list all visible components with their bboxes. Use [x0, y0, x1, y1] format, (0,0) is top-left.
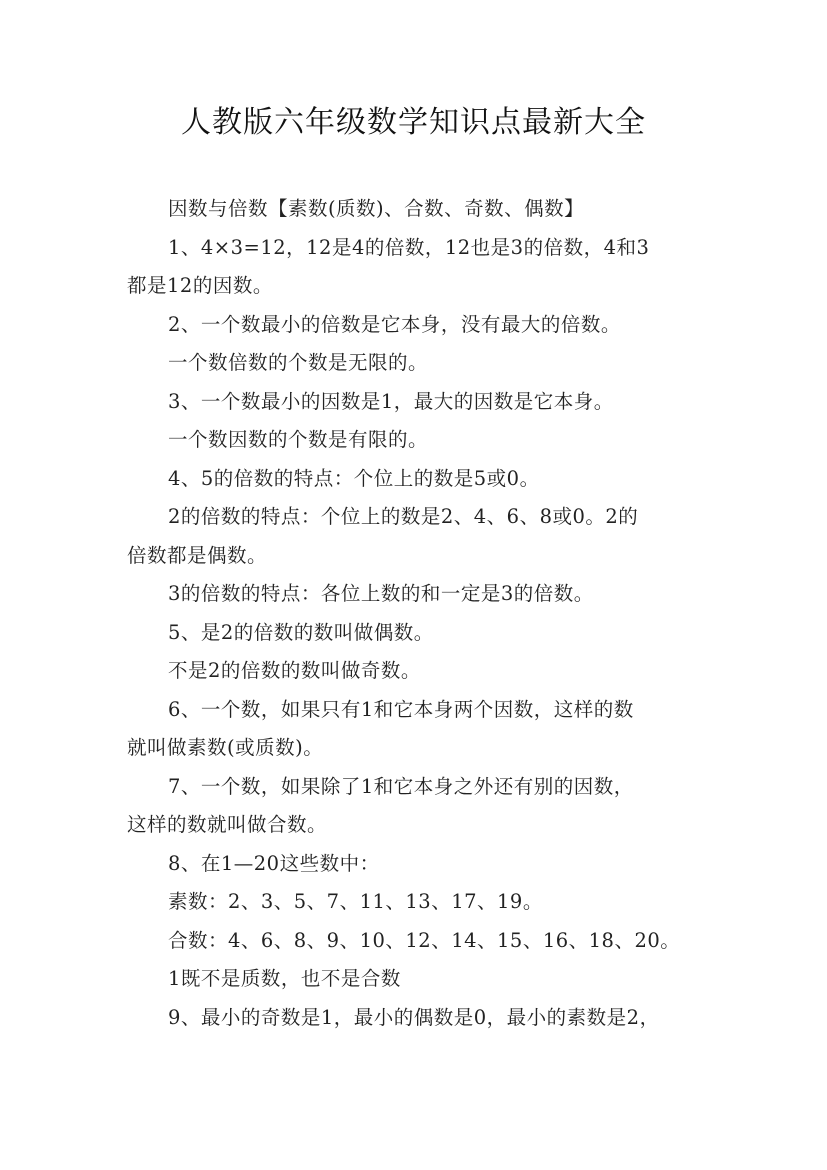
paragraph-line: 2的倍数的特点：个位上的数是2、4、6、8或0。2的 — [167, 505, 639, 528]
paragraph-heading: 因数与倍数【素数(质数)、合数、奇数、偶数】 — [167, 197, 585, 220]
paragraph-line: 5、是2的倍数的数叫做偶数。 — [167, 620, 434, 644]
paragraph-line: 4、5的倍数的特点：个位上的数是5或0。 — [167, 466, 540, 490]
paragraph-line: 这样的数就叫做合数。 — [127, 813, 328, 836]
paragraph-line: 2、一个数最小的倍数是它本身，没有最大的倍数。 — [167, 312, 621, 336]
paragraph-line: 3、一个数最小的因数是1，最大的因数是它本身。 — [167, 389, 614, 413]
paragraph-line: 3的倍数的特点：各位上数的和一定是3的倍数。 — [167, 582, 594, 605]
paragraph-line: 一个数倍数的个数是无限的。 — [167, 351, 428, 374]
paragraph-line: 倍数都是偶数。 — [127, 543, 268, 567]
paragraph-line: 1、4×3=12，12是4的倍数，12也是3的倍数，4和3 — [167, 235, 650, 259]
paragraph-line: 合数：4、6、8、9、10、12、14、15、16、18、20。 — [167, 928, 681, 952]
paragraph-line: 7、一个数，如果除了1和它本身之外还有别的因数， — [167, 774, 634, 798]
paragraph-line: 都是12的因数。 — [127, 274, 273, 297]
document-body — [127, 190, 707, 1037]
document-title: 人教版六年级数学知识点最新大全 — [181, 105, 646, 140]
paragraph-line: 9、最小的奇数是1，最小的偶数是0，最小的素数是2， — [167, 1005, 660, 1029]
paragraph-line: 8、在1—20这些数中： — [167, 851, 380, 875]
paragraph-line: 1既不是质数，也不是合数 — [167, 967, 401, 990]
paragraph-line: 素数：2、3、5、7、11、13、17、19。 — [167, 890, 543, 913]
paragraph-line: 一个数因数的个数是有限的。 — [167, 428, 428, 451]
paragraph-line: 不是2的倍数的数叫做奇数。 — [167, 659, 421, 682]
paragraph-line: 就叫做素数(或质数)。 — [127, 736, 324, 759]
paragraph-line: 6、一个数，如果只有1和它本身两个因数，这样的数 — [167, 697, 634, 721]
